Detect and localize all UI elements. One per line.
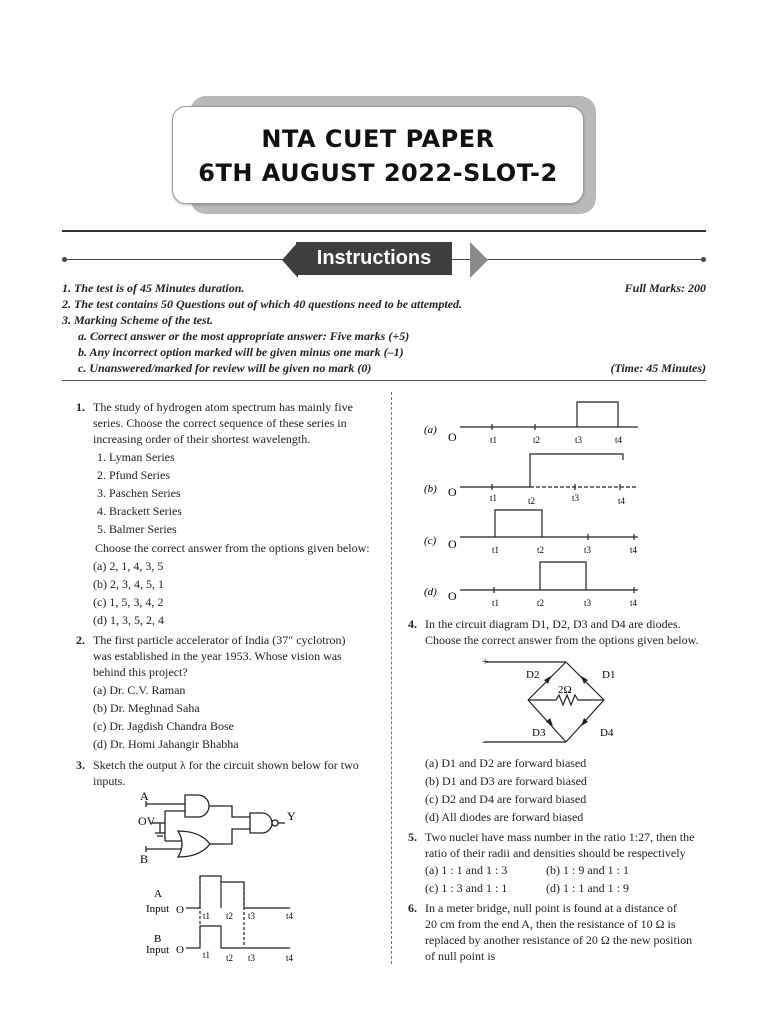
wave-tick-label: t4	[630, 598, 638, 608]
wave-tick-label: t1	[490, 493, 498, 503]
wave-option-a: (a)	[424, 424, 437, 436]
wave-input-a-label: A	[154, 888, 162, 900]
rule-dot-left	[62, 257, 67, 262]
wave-origin: O	[448, 430, 457, 444]
logic-gate-circuit	[130, 785, 310, 867]
wave-tick-label: t4	[286, 911, 294, 921]
wave-tick-label: t3	[572, 493, 580, 503]
q4-option-b: (b) D1 and D3 are forward biased	[425, 774, 587, 788]
instruction-1: 1. The test is of 45 Minutes duration.	[62, 281, 245, 295]
question-1-line-3: increasing order of their shortest wavelength.	[93, 432, 311, 446]
wave-option-d: (d)	[424, 586, 437, 598]
instruction-2: 2. The test contains 50 Questions out of which 40 questions need to be attempted.	[62, 297, 463, 311]
output-waveform-options	[420, 396, 650, 608]
paper-subtitle: 6TH AUGUST 2022-SLOT-2	[198, 159, 558, 187]
q1-option-d: (d) 1, 3, 5, 2, 4	[93, 613, 164, 627]
diode-bridge-circuit	[478, 650, 648, 750]
wave-tick-label: t1	[203, 911, 211, 921]
q1-option-b: (b) 2, 3, 4, 5, 1	[93, 577, 164, 591]
question-4-line-2: Choose the correct answer from the options given below.	[425, 633, 699, 647]
ov-label: OV	[138, 814, 156, 828]
q2-option-d: (d) Dr. Homi Jahangir Bhabha	[93, 737, 239, 751]
wave-tick-label: t1	[490, 435, 498, 445]
question-2-line-3: behind this project?	[93, 665, 188, 679]
question-6-number: 6.	[408, 901, 417, 915]
wave-tick-label: t4	[615, 435, 623, 445]
wave-tick-label: t2	[537, 598, 545, 608]
wave-input-a-word: Input	[146, 903, 170, 915]
question-6-line-2: 20 cm from the end A, then the resistance of 10 Ω is	[425, 917, 676, 931]
question-6-line-1: In a meter bridge, null point is found at a distance of	[425, 901, 677, 915]
wave-tick-label: t4	[618, 496, 626, 506]
paper-title: NTA CUET PAPER	[261, 125, 495, 153]
section-rule	[62, 380, 706, 381]
wave-tick-label: t3	[575, 435, 583, 445]
question-1-line-1: The study of hydrogen atom spectrum has mainly five	[93, 400, 353, 414]
wave-origin: O	[448, 537, 457, 551]
instruction-3c: c. Unanswered/marked for review will be given no mark (0)	[78, 361, 372, 375]
input-waveforms	[140, 870, 310, 962]
title-card	[172, 106, 584, 204]
question-2-number: 2.	[76, 633, 85, 647]
question-3-line-1: Sketch the output λ for the circuit shown below for two	[93, 758, 359, 772]
q5-option-c: (c) 1 : 3 and 1 : 1	[425, 881, 508, 895]
wave-input-b-label: B	[154, 933, 162, 945]
q1-list-item: 4. Brackett Series	[97, 504, 182, 518]
wave-origin: O	[448, 589, 457, 603]
negative-terminal: –	[482, 736, 488, 748]
positive-terminal: +	[482, 656, 489, 668]
question-4-line-1: In the circuit diagram D1, D2, D3 and D4 are diodes.	[425, 617, 681, 631]
q1-list-item: 2. Pfund Series	[97, 468, 170, 482]
q1-list-item: 3. Paschen Series	[97, 486, 181, 500]
column-divider	[391, 392, 392, 964]
top-rule	[62, 230, 706, 232]
instruction-3a: a. Correct answer or the most appropriate answer: Five marks (+5)	[78, 329, 410, 343]
wave-a-origin: O	[176, 904, 184, 916]
diode-d3-label: D3	[532, 727, 546, 739]
wave-tick-label: t3	[248, 953, 256, 962]
q2-option-a: (a) Dr. C.V. Raman	[93, 683, 186, 697]
q4-option-d: (d) All diodes are forward biased	[425, 810, 584, 824]
question-5-number: 5.	[408, 830, 417, 844]
rule-dot-right	[701, 257, 706, 262]
q1-list-item: 5. Balmer Series	[97, 522, 177, 536]
diode-d4-label: D4	[600, 727, 614, 739]
wave-origin: O	[448, 485, 457, 499]
full-marks: Full Marks: 200	[624, 281, 706, 295]
q4-option-a: (a) D1 and D2 are forward biased	[425, 756, 587, 770]
q1-option-a: (a) 2, 1, 4, 3, 5	[93, 559, 164, 573]
wave-tick-label: t4	[286, 953, 294, 962]
question-2-line-1: The first particle accelerator of India (37″ cyclotron)	[93, 633, 346, 647]
wave-tick-label: t2	[528, 496, 536, 506]
instructions-heading: Instructions	[296, 242, 452, 275]
q5-option-d: (d) 1 : 1 and 1 : 9	[546, 881, 629, 895]
wave-option-b: (b)	[424, 483, 437, 495]
question-3-number: 3.	[76, 758, 85, 772]
q4-option-c: (c) D2 and D4 are forward biased	[425, 792, 587, 806]
wave-tick-label: t3	[584, 598, 592, 608]
question-4-number: 4.	[408, 617, 417, 631]
input-b-label: B	[140, 852, 149, 866]
wave-tick-label: t4	[630, 545, 638, 555]
diode-d1-label: D1	[602, 669, 616, 681]
wave-tick-label: t2	[537, 545, 545, 555]
question-6-line-3: replaced by another resistance of 20 Ω the new position	[425, 933, 693, 947]
wave-tick-label: t3	[584, 545, 592, 555]
wave-input-b-word: Input	[146, 944, 170, 956]
q2-option-c: (c) Dr. Jagdish Chandra Bose	[93, 719, 234, 733]
q1-option-c: (c) 1, 5, 3, 4, 2	[93, 595, 164, 609]
question-5-line-2: ratio of their radii and densities should be respectively	[425, 846, 686, 860]
question-2-line-2: was established in the year 1953. Whose vision was	[93, 649, 342, 663]
instruction-3b: b. Any incorrect option marked will be given minus one mark (–1)	[78, 345, 404, 359]
wave-b-origin: O	[176, 944, 184, 956]
q1-choose-text: Choose the correct answer from the options given below:	[95, 541, 370, 555]
time-limit: (Time: 45 Minutes)	[610, 361, 706, 375]
q2-option-b: (b) Dr. Meghnad Saha	[93, 701, 200, 715]
wave-tick-label: t1	[203, 950, 211, 960]
wave-tick-label: t1	[492, 545, 500, 555]
q5-option-a: (a) 1 : 1 and 1 : 3	[425, 863, 508, 877]
question-1-number: 1.	[76, 400, 85, 414]
q5-option-b: (b) 1 : 9 and 1 : 1	[546, 863, 629, 877]
diode-d2-label: D2	[526, 669, 540, 681]
wave-option-c: (c)	[424, 535, 437, 547]
instruction-3: 3. Marking Scheme of the test.	[62, 313, 214, 327]
question-1-line-2: series. Choose the correct sequence of these series in	[93, 416, 347, 430]
input-a-label: A	[140, 789, 149, 803]
question-5-line-1: Two nuclei have mass number in the ratio 1:27, then the	[425, 830, 695, 844]
wave-tick-label: t1	[492, 598, 500, 608]
question-3-line-2: inputs.	[93, 774, 126, 788]
resistor-label: 2Ω	[558, 684, 572, 696]
wave-tick-label: t3	[248, 911, 256, 921]
output-y-label: Y	[287, 809, 296, 823]
wave-tick-label: t2	[226, 911, 234, 921]
q1-list-item: 1. Lyman Series	[97, 450, 175, 464]
question-6-line-4: of null point is	[425, 949, 496, 963]
wave-tick-label: t2	[533, 435, 541, 445]
wave-tick-label: t2	[226, 953, 234, 962]
